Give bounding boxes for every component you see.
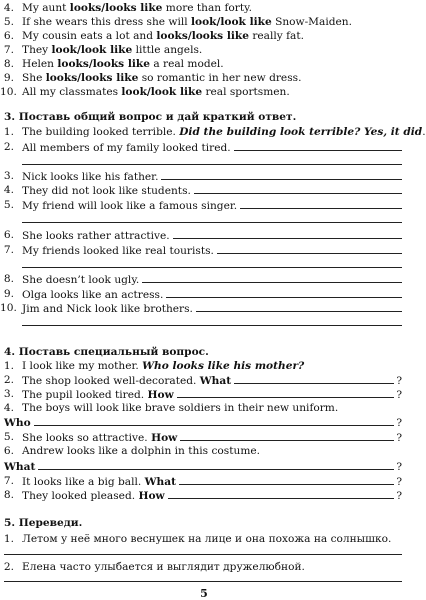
- item-text: [22, 58, 224, 70]
- item-text: [22, 16, 352, 28]
- answer-line[interactable]: [4, 554, 402, 555]
- item-text: They looked pleased.: [22, 490, 136, 502]
- plain-text: My aunt: [22, 2, 70, 14]
- item-text: My friends looked like real tourists.: [22, 245, 214, 257]
- answer-line[interactable]: [4, 581, 402, 582]
- plain-text: more than forty.: [162, 2, 253, 14]
- answer-line[interactable]: [177, 388, 395, 398]
- section-heading: 4. Поставь специальный вопрос.: [4, 346, 209, 358]
- plain-text: She: [22, 72, 46, 84]
- item-text: She looks rather attractive.: [22, 230, 170, 242]
- answer-line[interactable]: [240, 199, 402, 209]
- emphasis-text: looks/looks like: [57, 58, 150, 70]
- plain-text: The building looked terrible.: [22, 126, 180, 138]
- section-heading: 5. Переведи.: [4, 517, 83, 529]
- answer-line[interactable]: [22, 222, 402, 223]
- question-word: What: [144, 476, 176, 488]
- answer-line[interactable]: [22, 325, 402, 326]
- answer-line[interactable]: [22, 164, 402, 165]
- item-text: All members of my family looked tired.: [22, 142, 231, 154]
- plain-text: so romantic in her new dress.: [138, 72, 302, 84]
- answer-line[interactable]: [196, 302, 402, 312]
- item-text: The boys will look like brave soldiers in their new uniform.: [22, 402, 339, 414]
- item-text: The pupil looked tired.: [22, 389, 145, 401]
- item-text: It looks like a big ball.: [22, 476, 142, 488]
- question-word: How: [147, 389, 174, 401]
- plain-text: really fat.: [248, 30, 304, 42]
- plain-text: .: [422, 126, 426, 138]
- item-text: Olga looks like an actress.: [22, 289, 164, 301]
- item-text: [22, 30, 304, 42]
- answer-line[interactable]: [161, 170, 402, 180]
- item-text: [22, 86, 290, 98]
- emphasis-text: looks/looks like: [156, 30, 249, 42]
- question-word: How: [138, 490, 165, 502]
- sample-answer: Did the building look terrible? Yes, it did: [179, 126, 423, 138]
- plain-text: little angels.: [132, 44, 203, 56]
- answer-line[interactable]: [179, 475, 394, 485]
- question-word: Who: [4, 417, 31, 429]
- item-text: She doesn’t look ugly.: [22, 274, 140, 286]
- question-word: What: [199, 375, 232, 387]
- item-text: Andrew looks like a dolphin in this costume.: [22, 445, 260, 457]
- answer-line[interactable]: [34, 416, 395, 426]
- sample-answer: Who looks like his mother?: [142, 360, 305, 372]
- item-text: [22, 126, 426, 138]
- answer-line[interactable]: [217, 244, 402, 254]
- item-text: Летом у неё много веснушек на лице и она похожа на солнышко.: [22, 533, 392, 545]
- plain-text: a real model.: [149, 58, 224, 70]
- item-text: [22, 44, 202, 56]
- emphasis-text: look/look like: [51, 44, 133, 56]
- plain-text: Helen: [22, 58, 58, 70]
- item-text: The shop looked well-decorated.: [22, 375, 197, 387]
- item-text: Елена часто улыбается и выглядит дружелюбной.: [22, 561, 305, 573]
- item-text: Jim and Nick look like brothers.: [22, 303, 193, 315]
- plain-text: All my classmates: [22, 86, 122, 98]
- question-word: How: [151, 432, 178, 444]
- item-text: [22, 2, 252, 14]
- answer-line[interactable]: [173, 229, 402, 239]
- answer-line[interactable]: [142, 273, 402, 283]
- item-text: Nick looks like his father.: [22, 171, 159, 183]
- item-text: I look like my mother.: [22, 360, 139, 372]
- item-text: She looks so attractive.: [22, 432, 148, 444]
- plain-text: If she wears this dress she will: [22, 16, 192, 28]
- answer-line[interactable]: [234, 374, 394, 384]
- item-text: [22, 72, 301, 84]
- plain-text: My cousin eats a lot and: [22, 30, 157, 42]
- item-text: They did not look like students.: [22, 185, 191, 197]
- answer-line[interactable]: [234, 141, 402, 151]
- answer-line[interactable]: [22, 267, 402, 268]
- answer-line[interactable]: [194, 184, 402, 194]
- emphasis-text: look/look like: [191, 16, 272, 28]
- plain-text: real sportsmen.: [202, 86, 290, 98]
- emphasis-text: looks/looks like: [69, 2, 163, 14]
- page-number: 5: [200, 587, 208, 600]
- plain-text: Snow-Maiden.: [271, 16, 352, 28]
- section-heading: 3. Поставь общий вопрос и дай краткий ответ.: [4, 111, 297, 123]
- answer-line[interactable]: [166, 288, 402, 298]
- plain-text: They: [22, 44, 52, 56]
- item-text: My friend will look like a famous singer.: [22, 200, 238, 212]
- emphasis-text: looks/looks like: [45, 72, 139, 84]
- workbook-page: 4. My aunt looks/looks like more than forty. 5. If she wears this dress she will look/look like Snow-Maiden. 6. My cousin eats a lot and looks/looks like really fat. 7. They look/look like little angels. 8. Helen looks/looks like a real model. 9. She looks/looks like so romantic in her new dress. 10. All my classmates look/look like real sportsmen. 3. Поставь общий вопрос и дай краткий ответ. 1. The building looked terrible. Did the building look terrible? Yes, it did . 2. All members of my family looked tired. 3. Nick looks like his father. 4. They did not look like students. 5. My friend will look like a famous singer. 6. She looks rather attractive. 7. My friends looked like real tourists. 8. She doesn’t look ugly. 9. Olga looks like an actress. 10. Jim and Nick look like brothers. 4. Поставь специальный вопрос. 1. I look like my mother. Who looks like his mother? 2. The shop looked well-decorated. What ? 3. The pupil looked tired. How ? 4. The boys will look like brave soldiers in their new uniform. Who ? 5. She looks so attractive. How ? 6. Andrew looks like a dolphin in this costume. What ? 7. It looks like a big ball. What ? 8. They looked pleased. How ? 5. Переведи. 1. Летом у неё много веснушек на лице и она похожа на солнышко. 2. Елена часто улыбается и выглядит дружелюбной. 5: [0, 2, 426, 600]
- answer-line[interactable]: [180, 431, 394, 441]
- answer-line[interactable]: [38, 460, 394, 470]
- question-word: What: [4, 461, 36, 473]
- emphasis-text: look/look like: [121, 86, 203, 98]
- answer-line[interactable]: [168, 489, 395, 499]
